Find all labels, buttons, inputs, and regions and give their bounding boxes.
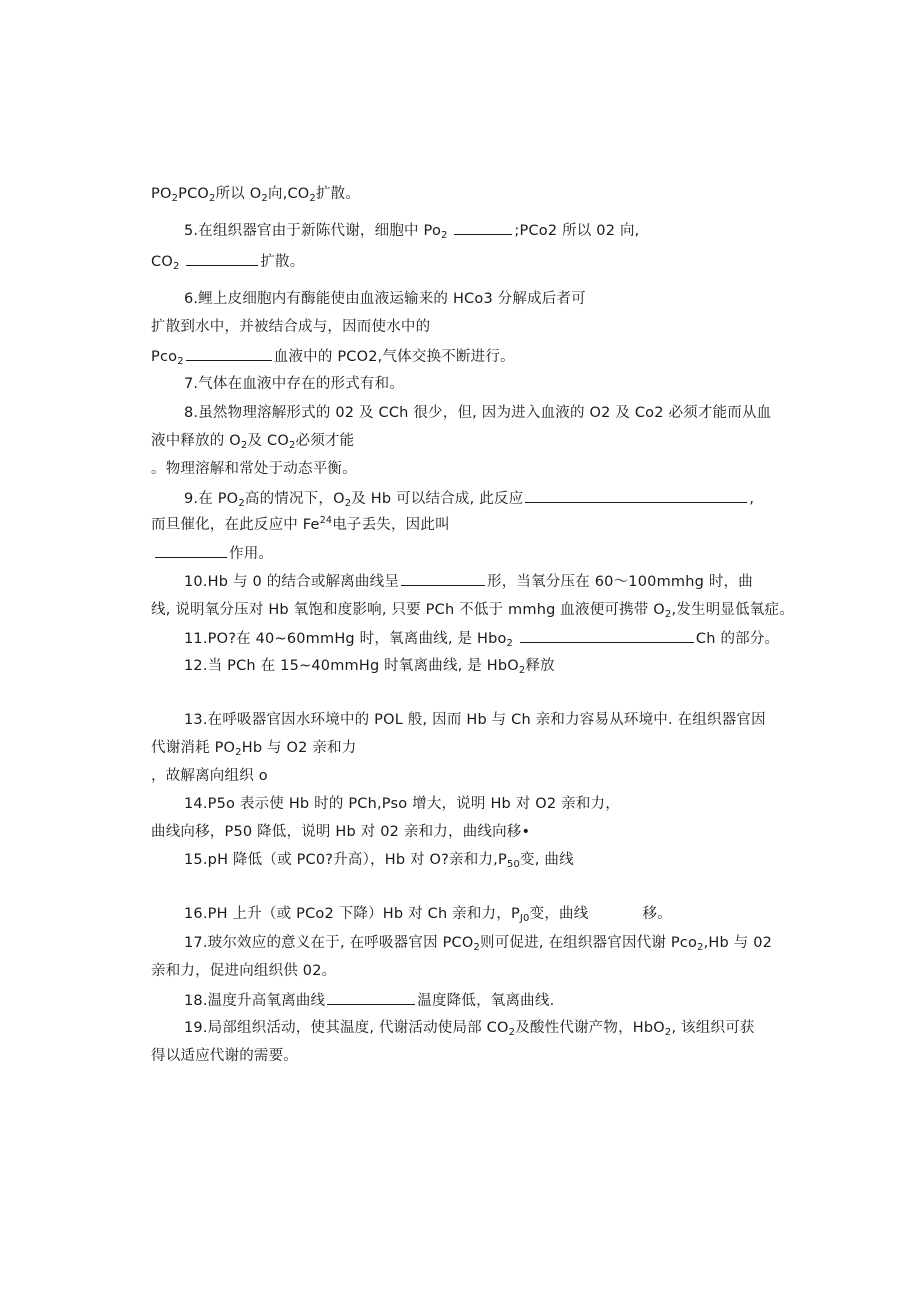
item-15: 15.pH 降低（或 PC0?升高），Hb 对 O?亲和力$,P_{50}$变, 曲线	[184, 852, 574, 870]
item-17-cont: 亲和力，促进向组织供 02。	[151, 963, 337, 979]
item-13-cont-2: ，故解离向组织 o	[151, 768, 268, 784]
item-12: 12.当 PCh 在 15~40mmHg 时氧离曲线, 是 HbO$_2$释放	[184, 658, 555, 676]
item-10: 10.Hb 与 0 的结合或解离曲线呈 形，当氧分压在 60〜100mmhg 时，曲	[184, 571, 753, 592]
item-8: 8.虽然物理溶解形式的 02 及 CCh 很少，但, 因为进入血液的 O2 及 Co2 必须才能而从血	[184, 405, 772, 421]
item-16: 16.PH 上升（或 PCo2 下降）Hb 对 Ch 亲和力，$P_{J0}$变，曲线 移。	[184, 906, 672, 924]
item-6-cont-2: Pco$_2$ 血液中的 PCO2,气体交换不断进行。	[151, 346, 515, 367]
item-17: 17.玻尔效应的意义在于, 在呼吸器官因 $PCO_2$则可促进, 在组织器官因代谢 Pco$_2$,Hb 与 02	[184, 935, 773, 953]
item-5-cont: $CO_2$ 扩散。	[151, 251, 304, 272]
item-9-cont-1: 而旦催化，在此反应中 Fe$^{24}$电子丢失，因此叫	[151, 515, 450, 533]
line-1: $PO_2PCO_2$所以 $O_2$向$,CO_2$扩散。	[151, 186, 361, 204]
item-19: 19.局部组织活动，使其温度, 代谢活动使局部 $CO_2$及酸性代谢产物，HbO$_2$, 该组织可获	[184, 1020, 755, 1038]
item-6-cont-1: 扩散到水中，并被结合成与，因而使水中的	[151, 319, 431, 335]
item-8-cont-2: 。物理溶解和常处于动态平衡。	[151, 461, 357, 477]
item-9: 9.在 $PO_2$高的情况下，$O_2$及 Hb 可以结合成, 此反应 ,	[184, 488, 754, 509]
item-6: 6.鲤上皮细胞内有酶能使由血液运输来的 HCo3 分解成后者可	[184, 291, 586, 307]
item-10-cont: 线, 说明氧分压对 Hb 氧饱和度影响, 只要 PCh 不低于 mmhg 血液便可携带 $O_2$,发生明显低氧症。	[151, 602, 794, 620]
item-14-cont: 曲线向移，P50 降低，说明 Hb 对 02 亲和力，曲线向移•	[151, 824, 531, 840]
item-8-cont-1: 液中释放的 $O_2$及 $CO_2$必须才能	[151, 433, 355, 451]
item-13: 13.在呼吸器官因水环境中的 POL 般, 因而 Hb 与 Ch 亲和力容易从环境中. 在组织器官因	[184, 712, 766, 728]
item-9-cont-2: 作用。	[151, 543, 273, 564]
item-19-cont: 得以适应代谢的需要。	[151, 1048, 298, 1064]
item-14: 14.P5o 表示使 Hb 时的 PCh,Pso 增大，说明 Hb 对 O2 亲和力，	[184, 796, 620, 812]
item-13-cont-1: 代谢消耗 $PO_2Hb$ 与 O2 亲和力	[151, 740, 357, 758]
item-18: 18.温度升高氧离曲线 温度降低，氧离曲线.	[184, 990, 554, 1011]
item-11: 11.PO?在 40~60mmHg 时，氧离曲线, 是 Hbo$_2$ Ch 的部分。	[184, 628, 779, 649]
item-7: 7.气体在血液中存在的形式有和。	[184, 376, 405, 392]
item-5: 5.在组织器官由于新陈代谢，细胞中 $Po_2$ ;PCo2 所以 02 向,	[184, 220, 639, 241]
